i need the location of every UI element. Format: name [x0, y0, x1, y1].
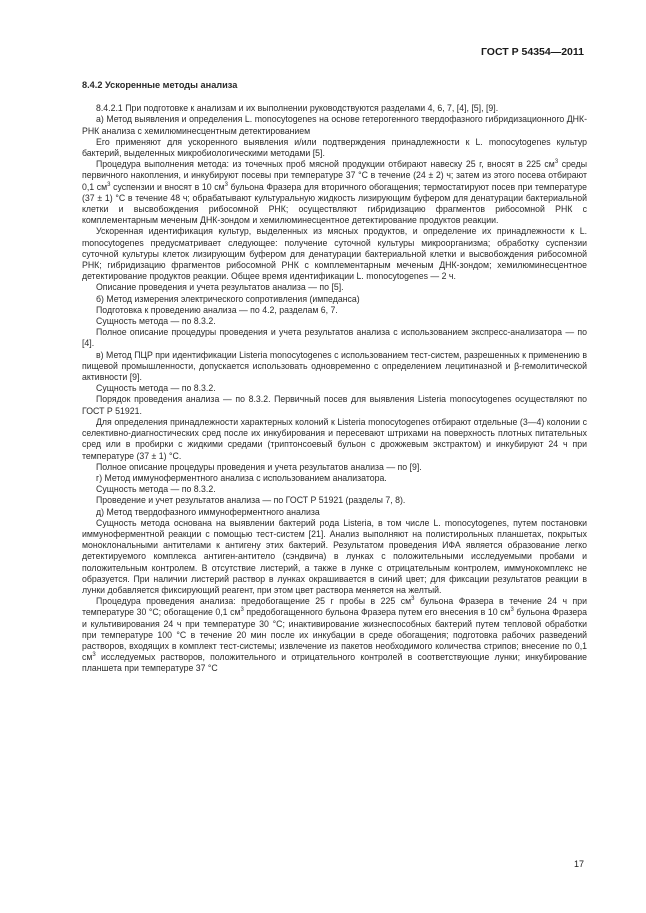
paragraph: Сущность метода основана на выявлении бактерий рода Listeria, в том числе L. monocytogenes, путем постановки иммуноферментной реакции с помощью тест-систем [21]. Анализ выполняют на полистирольных планшетах, покрытых моноклональными антителами к антигену этих бактерий. Результатом проведения ИФА является образование легко детектируемого комплекса антиген-антитело (сэндвича) в лунках с положительными исследуемыми пробами и положительным контролем. В отсутствие листерий, а также в лунке с отрицательным контролем, иммунокомплекс не образуется. При наличии листерий раствор в лунках окрашивается в синий цвет; для фиксации результатов реакции в лунки добавляется фиксирующий реагент, при этом цвет раствора меняется на желтый.	[82, 517, 587, 595]
paragraph: Процедура выполнения метода: из точечных проб мясной продукции отбирают навеску 25 г, вносят в 225 $см^3$ среды первичного накопления, и инкубируют посевы при температуре 37 °C в течение (24 ± 2) ч; затем из этого посева отбирают 0,1 $см^3$ суспензии и вносят в 10 $см^3$ бульона Фразера для вторичного обогащения; термостатируют посев при температуре (37 ± 1) °C в течение 48 ч; обрабатывают культуральную жидкость лизирующим буфером для денатурации бактериальной клетки и высвобождения рибосомной РНК; осуществляют гибридизацию фрагментов рибосомной РНК с комплементарным меченым ДНК-зондом и хемилюминесцентное детектирование продуктов реакции.	[82, 159, 588, 226]
paragraph: Подготовка к проведению анализа — по 4.2, разделам 6, 7.	[96, 304, 338, 315]
paragraph: Его применяют для ускоренного выявления и/или подтверждения принадлежности к L. monocytogenes культур бактерий, выделенных микробиологическими методами [5].	[82, 136, 587, 159]
paragraph: Сущность метода — по 8.3.2.	[96, 484, 216, 495]
paragraph: Проведение и учет результатов анализа — по ГОСТ Р 51921 (разделы 7, 8).	[96, 495, 406, 506]
paragraph: а) Метод выявления и определения L. monocytogenes на основе гетерогенного твердофазного гибридизационного ДНК-РНК анализа с хемилюминесцентным детектированием	[82, 114, 587, 136]
paragraph: Процедура проведения анализа: предобогащение 25 г пробы в 225 $см^3$ бульона Фразера в течение 24 ч при температуре 30 °C; обогащение 0,1 $см^3$ предобогащенного бульона Фразера путем его внесения в 10 $см^3$ бульона Фразера и культивирования 24 ч при температуре 30 °C; инактивирование жизнеспособных бактерий путем тепловой обработки при температуре 100 °C в течение 20 мин после их инкубации в среде обогащения; подготовка рабочих разведений растворов, входящих в комплект тест-системы; извлечение из пакетов необходимого количества стрипов; внесение по 0,1 $см^3$ исследуемых растворов, положительного и отрицательного контролей в соответствующие лунки; инкубирование планшета при температуре 37 °C	[82, 596, 587, 674]
paragraph: Сущность метода — по 8.3.2.	[96, 383, 216, 394]
paragraph: Порядок проведения анализа — по 8.3.2. Первичный посев для выявления Listeria monocytogenes осуществляют по ГОСТ Р 51921.	[82, 394, 587, 416]
paragraph: г) Метод иммуноферментного анализа с использованием анализатора.	[96, 472, 387, 483]
paragraph: д) Метод твердофазного иммуноферментного анализа	[96, 506, 320, 517]
paragraph: 8.4.2.1 При подготовке к анализам и их выполнении руководствуются разделами 4, 6, 7, [4], [5], [9].	[96, 103, 499, 114]
standard-header: ГОСТ Р 54354—2011	[480, 46, 584, 58]
paragraph: в) Метод ПЦР при идентификации Listeria monocytogenes с использованием тест-систем, разрешенных к применению в пищевой промышленности, допускается использовать одновременно с определением лецитиназной и β-гемолитической активности [9].	[82, 349, 587, 383]
paragraph: Описание проведения и учета результатов анализа — по [5].	[96, 282, 344, 293]
paragraph: Полное описание процедуры проведения и учета результатов анализа с использованием экспресс-анализатора — по [4].	[82, 327, 587, 349]
paragraph: Полное описание процедуры проведения и учета результатов анализа — по [9].	[96, 461, 422, 472]
document-body	[82, 80, 587, 675]
paragraph: б) Метод измерения электрического сопротивления (импеданса)	[96, 293, 360, 304]
section-title: 8.4.2 Ускоренные методы анализа	[82, 80, 238, 90]
paragraph: Сущность метода — по 8.3.2.	[96, 316, 216, 327]
paragraph: Ускоренная идентификация культур, выделенных из мясных продуктов, и определение их принадлежности к L. monocytogenes предусматривает следующее: получение суточной культуры микроорганизма; обработку суспензии суточной культуры клеток лизирующим буфером для денатурации бактериальной клетки и высвобождения рибосомной РНК; гибридизацию фрагментов рибосомной РНК с комплементарным меченым ДНК-зондом; хемилюминесцентное детектирование продуктов реакции. Общее время идентификации L. monocytogenes — 2 ч.	[82, 226, 587, 282]
paragraph: Для определения принадлежности характерных колоний к Listeria monocytogenes отбирают отдельные (3—4) колонии с селективно-диагностических сред после их инкубирования и пересевают штрихами на поверхность плотных питательных сред или в пробирки с жидкими средами (триптонсоевый бульон с дрожжевым экстрактом) и инкубируют 24 ч при температуре (37 ± 1) °C.	[82, 416, 587, 461]
page-number: 17	[573, 859, 584, 869]
